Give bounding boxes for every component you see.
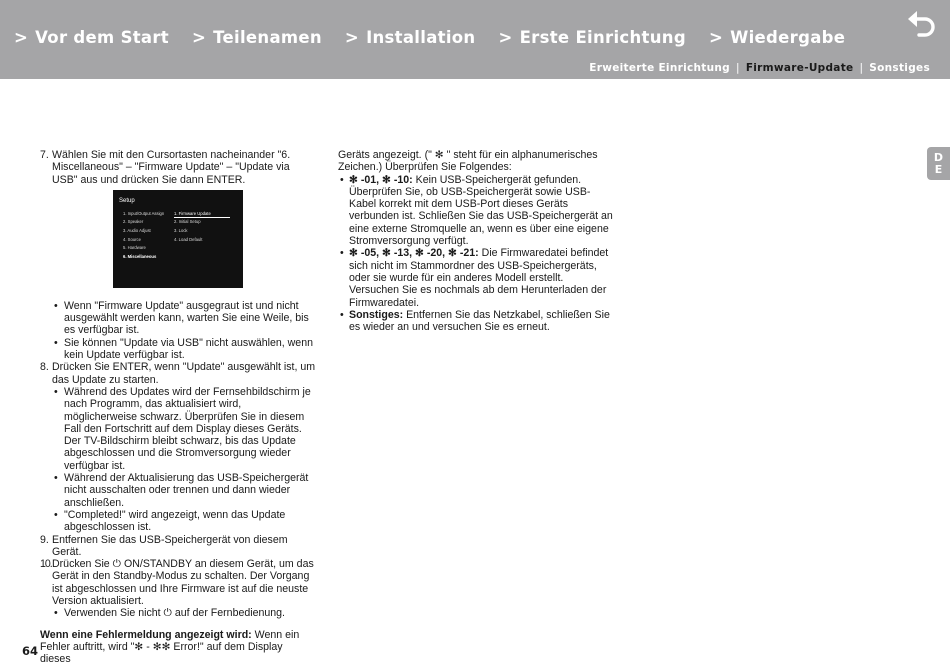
error-code: Sonstiges: xyxy=(349,308,404,321)
nav-label: Teilenamen xyxy=(213,28,322,47)
error-item xyxy=(338,247,613,308)
chevron-right-icon: > xyxy=(708,28,724,47)
step-text: Entfernen Sie das USB-Speichergerät von diesem Gerät. xyxy=(52,533,288,558)
setup-menu-item: 1. Input/Output Assign xyxy=(123,210,165,216)
bullet-dot: • xyxy=(340,308,344,321)
error-code: ✻ -05, ✻ -13, ✻ -20, ✻ -21: xyxy=(349,247,479,260)
nav-label: Vor dem Start xyxy=(35,28,169,47)
step-number: 7. xyxy=(40,149,49,161)
setup-title: Setup xyxy=(119,197,135,204)
setup-submenu-item: 2. Initial Setup xyxy=(174,219,201,225)
nav-label: Erste Einrichtung xyxy=(519,28,686,47)
setup-submenu-item: 4. Load Default xyxy=(174,236,203,242)
bullet-text: Während des Updates wird der Fernsehbildschirm je nach Programm, das aktualisiert wird, möglicherweise schwarz. Überprüfen Sie in diesem Fall den Fortschritt auf dem Display dieses Geräts. Der TV-Bildschirm bleibt schwarz, bis das Update abgeschlossen und die Stromversorgung wieder verfügbar ist. xyxy=(64,385,311,472)
bullet-dot: • xyxy=(340,247,344,260)
error-description: Kein USB-Speichergerät gefunden. Überprüfen Sie, ob USB-Speichergerät sowie USB-Kabel korrekt mit dem USB-Port dieses Geräts verbunden ist. Schließen Sie das USB-Speichergerät an eine externe Stromquelle an, wenn es über eine eigene Stromversorgung verfügt. xyxy=(349,173,613,248)
right-column xyxy=(338,149,613,333)
chevron-right-icon: > xyxy=(192,28,207,47)
step-9 xyxy=(40,534,316,559)
bullet-text: Während der Aktualisierung das USB-Speichergerät nicht ausschalten oder trennen und dann wieder anschließen. xyxy=(64,472,309,509)
error-code: ✻ -01, ✻ -10: xyxy=(349,173,413,186)
power-icon: ⏻ xyxy=(163,607,172,620)
language-tab-de[interactable] xyxy=(927,147,950,180)
bullet-dot: • xyxy=(54,385,58,398)
power-icon: ⏻ xyxy=(112,558,122,571)
step-text-pre: Drücken Sie xyxy=(52,558,113,571)
nav-label: Wiedergabe xyxy=(730,28,846,47)
error-paragraph xyxy=(40,629,316,666)
back-button[interactable] xyxy=(906,9,938,37)
header-bar xyxy=(0,0,950,79)
subnav-firmware-update[interactable]: Firmware-Update xyxy=(745,62,854,74)
chevron-right-icon: > xyxy=(344,28,360,47)
nav-wiedergabe[interactable] xyxy=(709,28,845,47)
subnav-erweiterte-einrichtung[interactable]: Erweiterte Einrichtung xyxy=(589,62,730,74)
lang-letter: D xyxy=(933,150,944,164)
setup-menu-item: 5. Hardware xyxy=(123,245,146,251)
main-nav xyxy=(14,28,868,47)
setup-menu-item: 2. Speaker xyxy=(123,219,144,225)
setup-submenu-item-selected: 1. Firmware Update xyxy=(174,211,230,218)
error-text: Wenn ein Fehler auftritt, wird "✻ - ✻✻ Error!" auf dem Display dieses xyxy=(40,628,300,666)
bullet-text: Wenn "Firmware Update" ausgegraut ist und nicht ausgewählt werden kann, warten Sie eine Weile, bis es verfügbar ist. xyxy=(64,299,309,337)
error-intro: Geräts angezeigt. (" ✻ " steht für ein alphanumerisches Zeichen.) Überprüfen Sie Folgendes: xyxy=(338,149,598,174)
left-column xyxy=(40,149,316,666)
error-item xyxy=(338,174,613,248)
error-description: Entfernen Sie das Netzkabel, schließen Sie es wieder an und versuchen Sie es erneut. xyxy=(349,308,610,334)
setup-submenu xyxy=(174,211,230,245)
setup-menu-item: 4. Source xyxy=(123,236,141,242)
setup-screen-image xyxy=(113,190,243,288)
note-bullet xyxy=(40,607,316,619)
note-bullet xyxy=(40,300,316,337)
bullet-text: "Completed!" wird angezeigt, wenn das Update abgeschlossen ist. xyxy=(64,508,286,534)
step-number: 9. xyxy=(40,533,49,546)
subnav-sonstiges[interactable]: Sonstiges xyxy=(869,62,930,74)
step-text-post: ON/STANDBY an diesem Gerät, um das Gerät in den Standby-Modus zu schalten. Der Vorgang ist abgeschlossen und Ihre Firmware ist auf die neuste Version aktualisiert. xyxy=(52,558,314,608)
bullet-dot: • xyxy=(340,173,344,186)
bullet-text-post: auf der Fernbedienung. xyxy=(171,607,286,620)
bullet-dot: • xyxy=(54,607,58,620)
nav-vor-dem-start[interactable] xyxy=(14,28,169,47)
step-text: Wählen Sie mit den Cursortasten nacheinander "6. Miscellaneous" – "Firmware Update" – "Update via USB" aus und drücken Sie dann ENTER. xyxy=(52,149,291,186)
nav-erste-einrichtung[interactable] xyxy=(498,28,685,47)
sub-nav xyxy=(589,62,930,74)
return-arrow-icon xyxy=(906,9,938,37)
step-number: 8. xyxy=(40,361,49,374)
step-8 xyxy=(40,361,316,386)
setup-menu xyxy=(123,211,164,263)
bullet-text-pre: Verwenden Sie nicht xyxy=(64,607,164,620)
step-7 xyxy=(40,149,316,186)
subnav-separator: | xyxy=(735,62,740,74)
error-description: Die Firmwaredatei befindet sich nicht im Stammordner des USB-Speichergeräts, oder sie wurde für ein anderes Modell erstellt. Versuchen Sie es nochmals ab dem Herunterladen der Firmwaredatei. xyxy=(349,247,609,309)
note-bullet xyxy=(40,472,316,509)
lang-letter: E xyxy=(934,162,943,176)
setup-submenu-item: 3. Lock xyxy=(174,228,188,234)
error-heading: Wenn eine Fehlermeldung angezeigt wird: xyxy=(40,628,252,641)
nav-teilenamen[interactable] xyxy=(192,28,322,47)
subnav-separator: | xyxy=(859,62,864,74)
step-10 xyxy=(40,558,316,607)
note-bullet xyxy=(40,386,316,472)
chevron-right-icon: > xyxy=(14,28,29,47)
note-bullet xyxy=(40,509,316,534)
bullet-dot: • xyxy=(54,299,58,312)
nav-label: Installation xyxy=(366,28,476,47)
bullet-text: Sie können "Update via USB" nicht auswählen, wenn kein Update verfügbar ist. xyxy=(64,336,313,362)
page-number: 64 xyxy=(22,644,39,658)
error-item xyxy=(338,309,613,334)
setup-menu-item-selected: 6. Miscellaneous xyxy=(123,253,157,259)
setup-menu-item: 3. Audio Adjust xyxy=(123,228,151,234)
note-bullet xyxy=(40,337,316,362)
bullet-dot: • xyxy=(54,336,58,349)
bullet-dot: • xyxy=(54,508,58,521)
bullet-dot: • xyxy=(54,472,58,485)
chevron-right-icon: > xyxy=(498,28,513,47)
step-text: Drücken Sie ENTER, wenn "Update" ausgewählt ist, um das Update zu starten. xyxy=(52,361,316,386)
nav-installation[interactable] xyxy=(345,28,476,47)
step-number: 10. xyxy=(40,558,52,571)
